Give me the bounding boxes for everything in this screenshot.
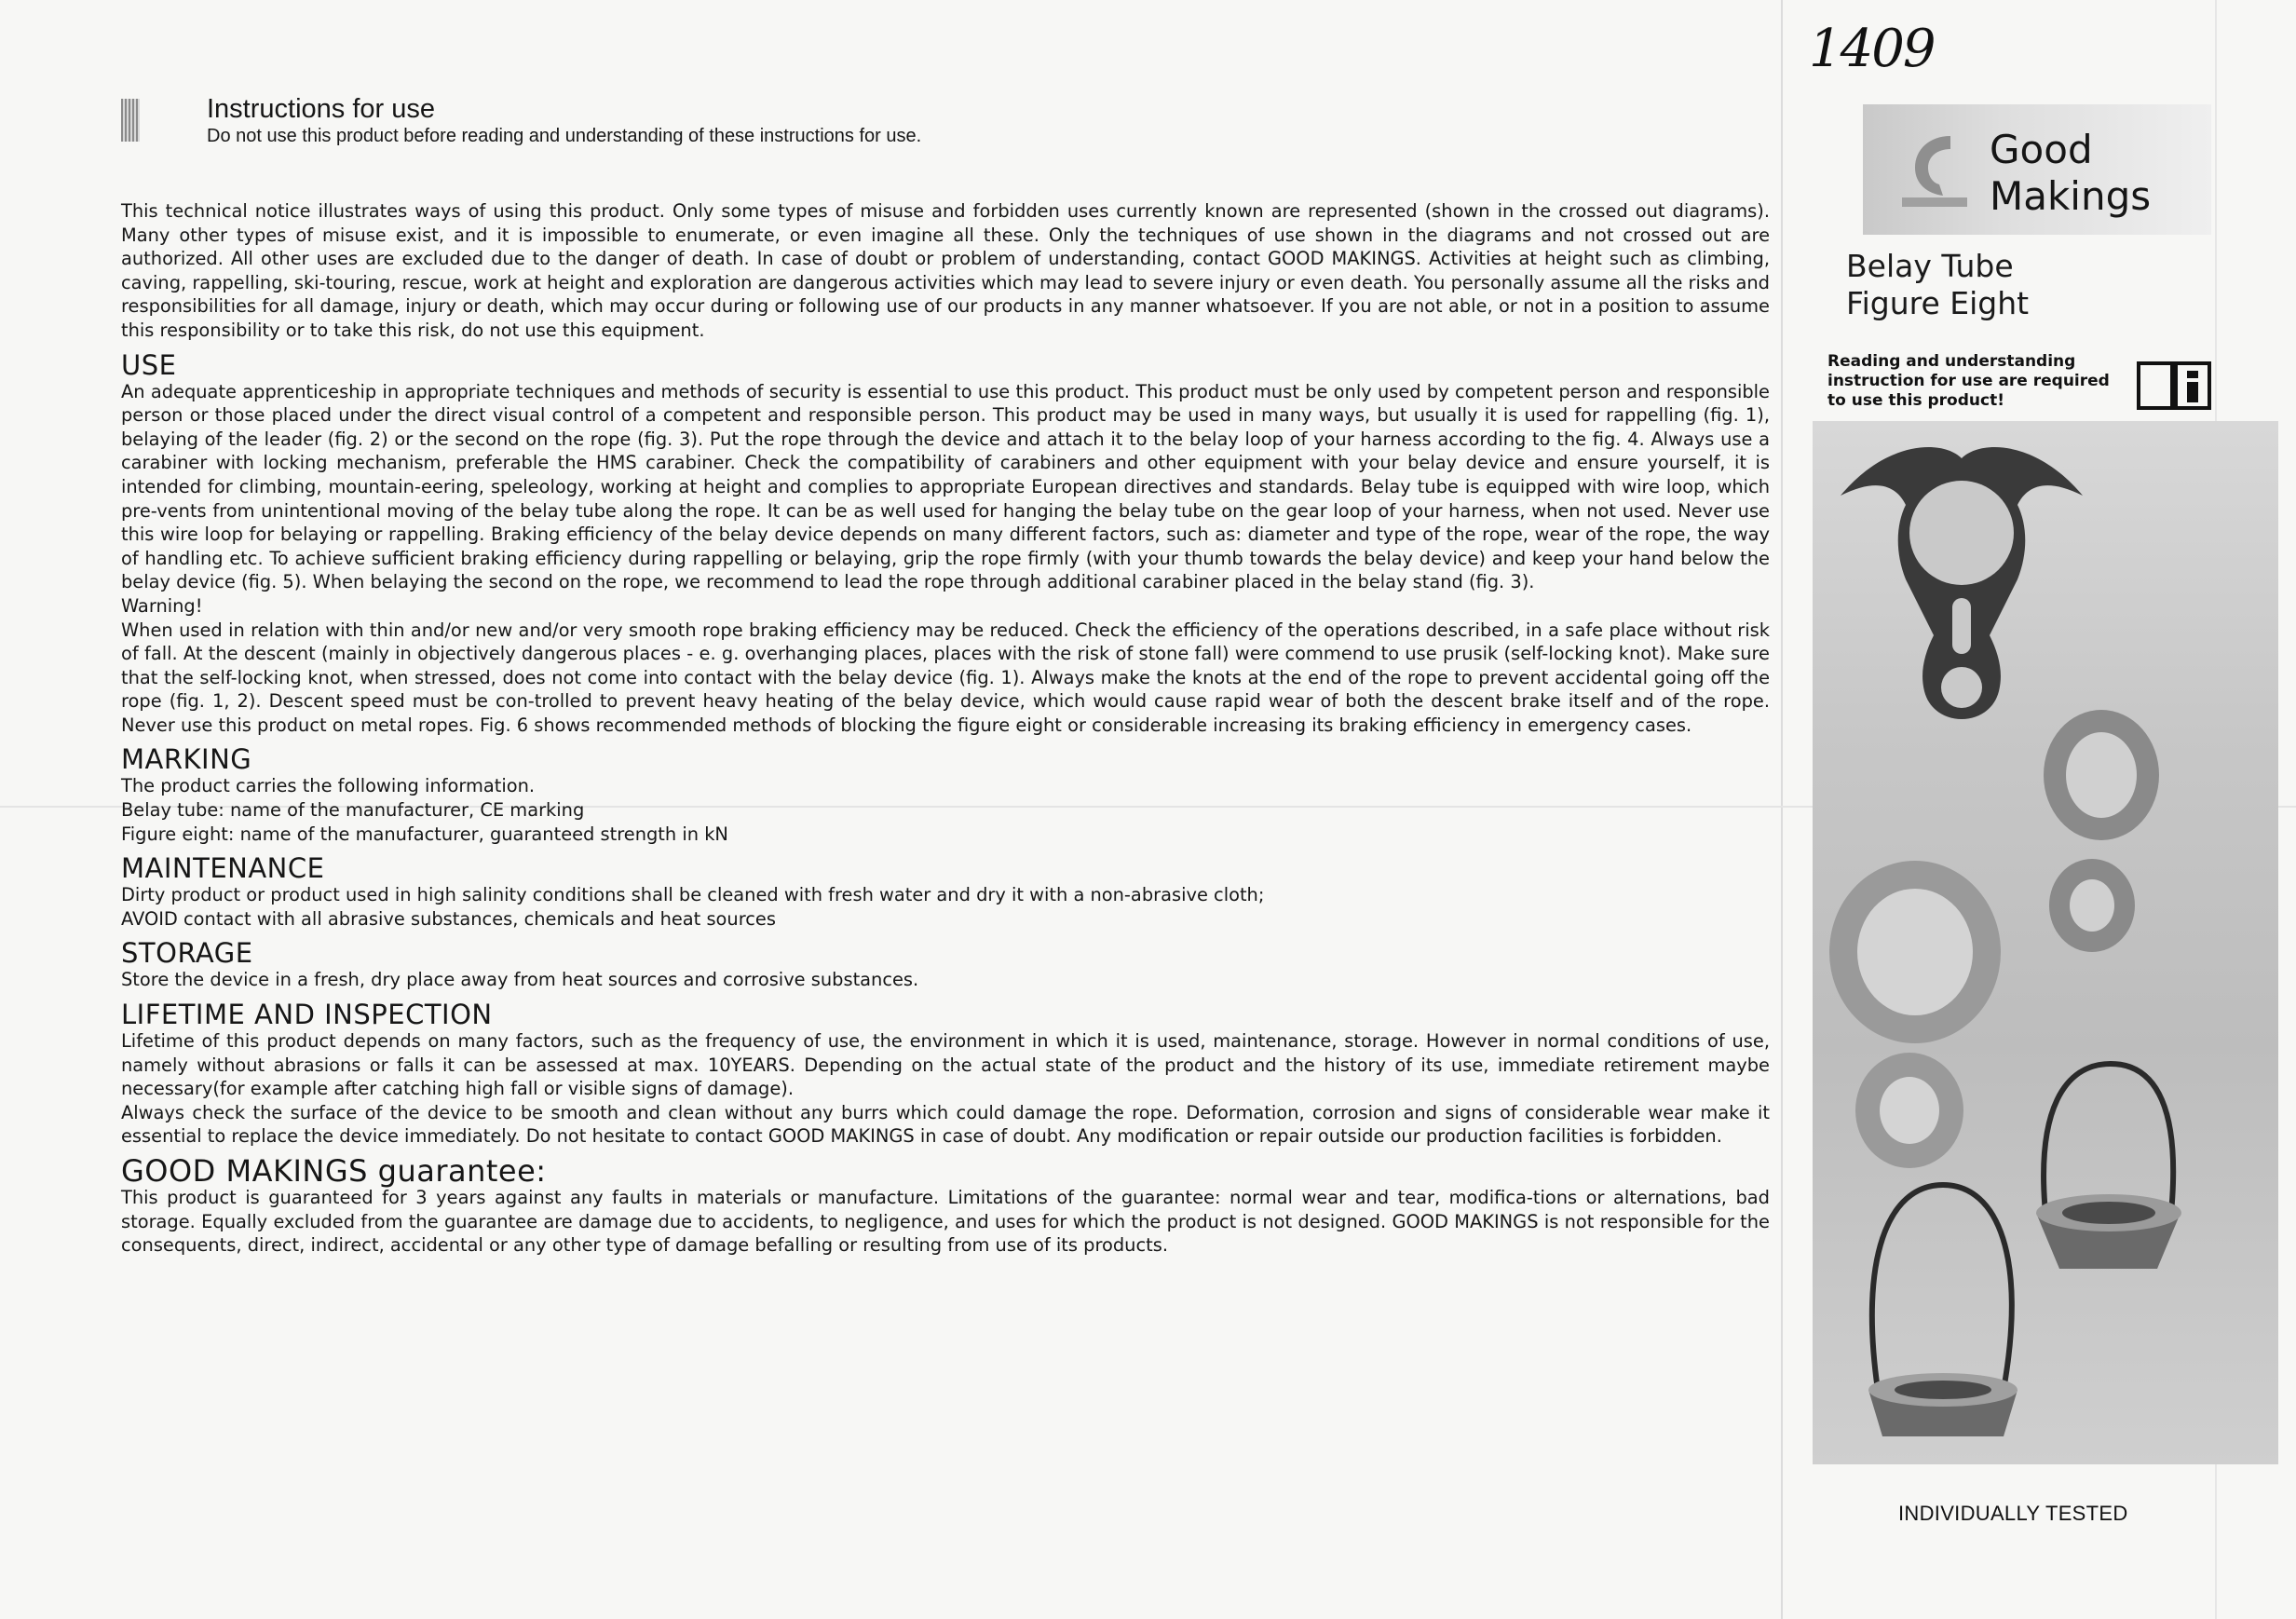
section-use — [121, 350, 1770, 738]
page-title: Instructions for use — [207, 94, 435, 124]
marking-line: Belay tube: name of the manufacturer, CE marking — [121, 799, 585, 822]
cover-panel — [1781, 19, 2291, 1602]
section-marking — [121, 744, 1770, 846]
notice-text: Reading and understanding instruction for use are required to use this product! — [1827, 352, 2110, 410]
storage-paragraph: Store the device in a fresh, dry place away from heat sources and corrosive substances. — [121, 969, 919, 991]
header-mark-icon — [121, 99, 140, 142]
section-heading: USE — [121, 348, 177, 381]
warning-paragraph: When used in relation with thin and/or new and/or very smooth rope braking efficiency may be reduced. Check the efficiency of the operations described, in a safe place without risk of fall. At the descent (mainly in objectively dangerous places - e. g. overhanging places, places with the risk of stone fall) were commend to use prusik (self-locking knot). Make sure that the self-locking knot, when stressed, does not come into contact with the belay device (fig. 1). Always make the knots at the end of the rope to prevent accidental going off the rope (fig. 1, 2). Descent speed must be con-trolled to prevent heavy heating of the belay device, which would cause rapid wear of both the descent brake itself and of the rope. Never use this product on metal ropes. Fig. 6 shows recommended methods of blocking the figure eight or considerable increasing its braking efficiency in emergency cases. — [121, 619, 1770, 736]
product-photo — [1813, 421, 2278, 1464]
belay-tube-icon — [1868, 1185, 2017, 1436]
use-paragraph: An adequate apprenticeship in appropriate techniques and methods of security is essential to use this product. This product must be only used by competent person and responsible person or those placed under the direct visual control of a competent and responsible person. This product may be used in many ways, but usually it is used for rappelling (fig. 1), belaying of the leader (fig. 2) or the second on the rope (fig. 3). Put the rope through the device and attach it to the belay loop of your harness according to the fig. 4. Always use a carabiner with locking mechanism, preferable the HMS carabiner. Check the compatibility of carabiners and other equipment with your belay device and ensure yourself, it is intended for climbing, mountain-eering, speleology, working at height and complies to appropriate European directives and standards. Belay tube is equipped with wire loop, which pre-vents from unintentional moving of the belay tube along the rope. It can be as well used for hanging the belay tube on the gear loop of your harness, when not used. Never use this wire loop for belaying or rappelling. Braking efficiency of the belay device depends on many different factors, such as: diameter and type of the rope, wear of the rope, the way of handling etc. To achieve sufficient braking efficiency during rappelling or belaying, grip the rope firmly (with your thumb towards the belay device) and keep your hand below the belay device (fig. 5). When belaying the second on the rope, we recommend to lead the rope through additional carabiner placed in the belay stand (fig. 3). — [121, 380, 1770, 593]
section-heading: MAINTENANCE — [121, 852, 325, 885]
maintenance-line: AVOID contact with all abrasive substances, chemicals and heat sources — [121, 907, 776, 930]
rescue-eight-icon — [1841, 447, 2083, 719]
document-header — [121, 93, 1770, 147]
handwritten-number: 1409 — [1809, 19, 1935, 79]
maintenance-line: Dirty product or product used in high salinity conditions shall be cleaned with fresh water and dry it with a non-abrasive cloth; — [121, 884, 1265, 906]
page-subtitle: Do not use this product before reading and understanding of these instructions for use. — [207, 126, 922, 146]
section-heading: MARKING — [121, 743, 252, 776]
product-line: Belay Tube — [1846, 248, 2014, 284]
brand-line: Good — [1990, 127, 2093, 172]
guarantee-paragraph: This product is guaranteed for 3 years against any faults in materials or manufacture. Limitations of the guarantee: normal wear and tear, modifica-tions or alternations, bad storage. Equally excluded from the guarantee are damage due to accidents, to negligence, and uses for which the product is not designed. GOOD MAKINGS is not responsible for the consequents, direct, indirect, accidental or any other type of damage befalling or resulting from use of its products. — [121, 1187, 1770, 1257]
figure-eight-small-icon — [2044, 710, 2159, 952]
belay-tube-icon — [2036, 1064, 2181, 1269]
individually-tested-label: INDIVIDUALLY TESTED — [1898, 1502, 2128, 1525]
section-heading: LIFETIME AND INSPECTION — [121, 999, 493, 1031]
intro-paragraph: This technical notice illustrates ways of using this product. Only some types of misuse and forbidden uses currently known are represented (shown in the crossed out diagrams). Many other types of misuse exist, and it is impossible to enumerate, or even imagine all these. Only the techniques of use shown in the diagrams and not crossed out are authorized. All other uses are excluded due to the danger of death. In case of doubt or problem of understanding, contact GOOD MAKINGS. Activities at height such as climbing, caving, rappelling, ski-touring, rescue, work at height and exploration are dangerous activities which may lead to severe injury or even death. You personally assume all the risks and responsibilities for all damage, injury or death, which may occur during or following use of our products in any manner whatsoever. If you are not able, or not in a position to assume this responsibility or to take this risk, do not use this equipment. — [121, 200, 1770, 341]
section-guarantee — [121, 1153, 1770, 1258]
section-maintenance — [121, 853, 1770, 931]
instructions-document — [121, 93, 1770, 1265]
info-book-icon — [2135, 358, 2213, 412]
logo-icon — [1902, 129, 1967, 212]
warning-label: Warning! — [121, 594, 203, 617]
product-names — [1846, 248, 2029, 322]
section-storage — [121, 938, 1770, 992]
lifetime-paragraph: Lifetime of this product depends on many factors, such as the frequency of use, the environment in which it is used, maintenance, storage. However in normal conditions of use, namely without abrasions or falls it can be assessed at max. 10YEARS. Depending on the actual state of the product and the history of its use, immediate retirement maybe necessary(for example after catching high fall or visible signs of damage). — [121, 1030, 1770, 1100]
marking-line: The product carries the following information. — [121, 775, 536, 797]
product-photo-art — [1813, 421, 2278, 1464]
section-heading: STORAGE — [121, 937, 253, 970]
marking-line: Figure eight: name of the manufacturer, guaranteed strength in kN — [121, 823, 728, 845]
brand-logo — [1863, 104, 2211, 235]
section-lifetime — [121, 1000, 1770, 1149]
brand-line: Makings — [1990, 173, 2152, 219]
brand-name — [1990, 127, 2151, 220]
product-line: Figure Eight — [1846, 285, 2030, 321]
figure-eight-large-icon — [1829, 861, 2001, 1168]
section-heading: GOOD MAKINGS guarantee: — [121, 1153, 547, 1189]
inspection-paragraph: Always check the surface of the device to be smooth and clean without any burrs which could damage the rope. Deformation, corrosion and signs of considerable wear make it essential to replace the device immediately. Do not hesitate to contact GOOD MAKINGS in case of doubt. Any modification or repair outside our production facilities is forbidden. — [121, 1101, 1770, 1148]
